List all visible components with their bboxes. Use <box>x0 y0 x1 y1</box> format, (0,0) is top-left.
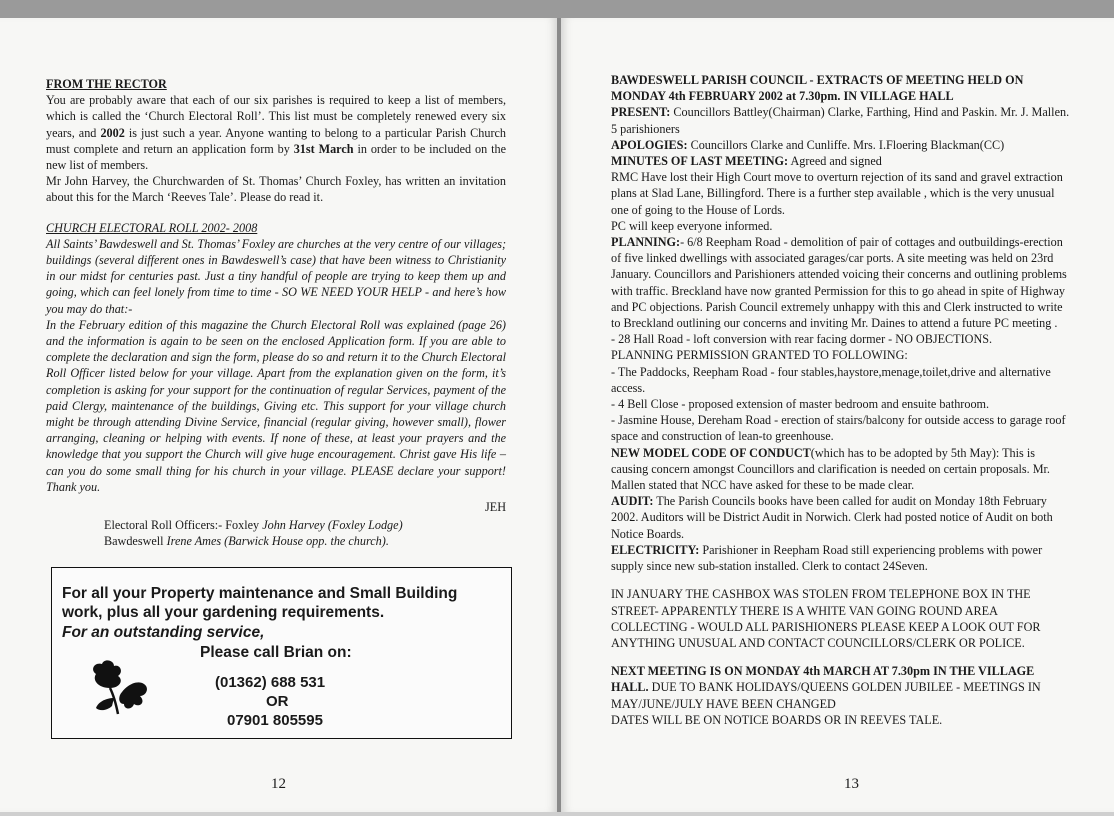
bell-close-line: - 4 Bell Close - proposed extension of master bedroom and ensuite bathroom. <box>611 397 990 412</box>
page-number-left: 12 <box>271 776 286 792</box>
present-line <box>611 104 1073 136</box>
minutes-label: MINUTES OF LAST MEETING: <box>611 154 789 169</box>
rector-p1-text-c: in order to be included on the new list of members. <box>46 141 506 173</box>
right-page <box>561 18 1114 812</box>
apologies-text: Councillors Clarke and Cunliffe. Mrs. I.Floering Blackman(CC) <box>687 137 1005 152</box>
pc-line: PC will keep everyone informed. <box>611 218 773 233</box>
council-heading: BAWDESWELL PARISH COUNCIL - EXTRACTS OF MEETING HELD ON MONDAY 4th FEBRUARY 2002 at 7.30pm. IN VILLAGE HALL <box>611 73 1024 104</box>
next-meeting-date: NEXT MEETING IS ON MONDAY 4th MARCH AT 7.30pm IN THE VILLAGE HALL. <box>611 664 1035 695</box>
oak-leaf-icon <box>88 658 150 716</box>
audit-paragraph <box>611 493 1073 542</box>
rector-paragraph-2: Mr John Harvey, the Churchwarden of St. Thomas’ Church Foxley, has written an invitation about this for the March ‘Reeves Tale’. Please do read it. <box>46 174 506 205</box>
conduct-label: NEW MODEL CODE OF CONDUCT <box>611 445 811 460</box>
planning-text: - 6/8 Reepham Road - demolition of pair of cottages and outbuildings-erection of five linked dwellings with associated garages/car ports. A site meeting was held on 23rd January. Councillors and Parishioners attended voicing their concerns and outlining problems with traffic. Breckland have now granted Permission for this to go ahead in spite of Highway and PC objections. Parish Council extremely unhappy with this and Clerk instructed to write to Breckland outlining our concerns and inviting Mr. Daines to attend a future PC meeting . <box>611 235 1067 331</box>
officers-label: Electoral Roll Officers:- <box>104 518 223 533</box>
electricity-text: Parishioner in Reepham Road still experiencing problems with power supply since new sub-station installed. Clerk to contact 24Seven. <box>611 542 1043 574</box>
minutes-text: Agreed and signed <box>788 154 882 169</box>
page-number-right: 13 <box>844 776 859 792</box>
conduct-text: (which has to be adopted by 5th May): This is causing concern amongst Councillors and clarification is needed on certain proposals. Mr. Mallen stated that NCC have asked for these to be made clear. <box>611 445 1050 493</box>
officer1-place: Foxley <box>225 518 260 533</box>
planning-paragraph <box>611 234 1073 331</box>
roll-paragraph-1: All Saints’ Bawdeswell and St. Thomas’ Foxley are churches at the very centre of our villages; buildings (several different ones in Bawdeswell’s case) that have been witness to Christianity in our midst for centuries past. Just a tiny handful of people are trying to keep them up and going, which can feel lonely from time to time - SO WE NEED YOUR HELP - and here’s how you may do that:- <box>46 236 506 316</box>
ad-phone-landline: (01362) 688 531 <box>215 674 326 691</box>
electricity-paragraph <box>611 542 1073 574</box>
rector-p1-deadline: 31st March <box>293 141 354 156</box>
rector-p1-text-b: is just such a year. Anyone wanting to belong to a particular Parish Church must complete and return an application form by <box>46 125 507 156</box>
advertisement-box <box>51 567 512 739</box>
planning-label: PLANNING: <box>611 235 681 250</box>
left-column <box>46 76 506 549</box>
right-column <box>611 72 1073 728</box>
audit-label: AUDIT: <box>611 494 654 509</box>
officer-row-bawdeswell <box>104 533 506 549</box>
roll-heading: CHURCH ELECTORAL ROLL 2002- 2008 <box>46 220 258 235</box>
present-text: Councillors Battley(Chairman) Clarke, Farthing, Hind and Paskin. Mr. J. Mallen. 5 parishioners <box>611 105 1070 136</box>
apologies-label: APOLOGIES: <box>611 137 688 152</box>
officer1-name: John Harvey (Foxley Lodge) <box>262 518 403 533</box>
signature: JEH <box>485 500 506 515</box>
next-meeting-notice <box>611 663 1073 712</box>
conduct-paragraph <box>611 445 1073 494</box>
granted-line: PLANNING PERMISSION GRANTED TO FOLLOWING: <box>611 348 908 363</box>
present-label: PRESENT: <box>611 105 671 120</box>
electricity-label: ELECTRICITY: <box>611 542 700 557</box>
rmc-paragraph: RMC Have lost their High Court move to overturn rejection of its sand and gravel extraction plans at Slad Lane, Billingford. There is a further step available , which is the very unusual one of going to the House of Lords. <box>611 170 1063 217</box>
rector-paragraph-1 <box>46 92 506 173</box>
left-page <box>0 18 557 812</box>
top-edge <box>0 0 1114 18</box>
apologies-line <box>611 137 1073 153</box>
ad-tagline: For an outstanding service, <box>62 624 265 641</box>
ad-call-prompt: Please call Brian on: <box>200 644 352 661</box>
rector-p1-year: 2002 <box>100 125 125 140</box>
ad-phone-mobile: 07901 805595 <box>227 712 323 729</box>
electoral-roll-officers <box>104 517 506 549</box>
paddocks-line: - The Paddocks, Reepham Road - four stables,haystore,menage,toilet,drive and alternative access. <box>611 364 1051 395</box>
officer-row-foxley <box>104 517 506 533</box>
hall-road-line: - 28 Hall Road - loft conversion with rear facing dormer - NO OBJECTIONS. <box>611 332 993 347</box>
jasmine-house-line: - Jasmine House, Dereham Road - erection of stairs/balcony for outside access to garage roof space and construction of lean-to greenhouse. <box>611 413 1066 444</box>
officer2-name: Irene Ames (Barwick House opp. the church). <box>166 534 389 549</box>
minutes-line <box>611 153 1073 169</box>
rector-p1-text-a: You are probably aware that each of our six parishes is required to keep a list of members, which is called the ‘Church Electoral Roll’. This list must be completely renewed every six years, and <box>46 93 506 140</box>
rector-heading: FROM THE RECTOR <box>46 77 167 91</box>
next-meeting-text: DUE TO BANK HOLIDAYS/QUEENS GOLDEN JUBILEE - MEETINGS IN MAY/JUNE/JULY HAVE BEEN CHANGED <box>611 680 1041 711</box>
ad-or: OR <box>266 693 289 710</box>
officer2-place: Bawdeswell <box>104 534 164 549</box>
cashbox-notice: IN JANUARY THE CASHBOX WAS STOLEN FROM TELEPHONE BOX IN THE STREET- APPARENTLY THERE IS A WHITE VAN GOING ROUND AREA COLLECTING - WOULD ALL PARISHIONERS PLEASE KEEP A LOOK OUT FOR ANYTHING UNUSUAL AND CONTACT COUNCILLORS/CLERK OR POLICE. <box>611 587 1041 650</box>
ad-headline: For all your Property maintenance and Small Building work, plus all your gardening requirements. <box>62 585 458 621</box>
audit-text: The Parish Councils books have been called for audit on Monday 18th February 2002. Auditors will be District Audit in Norwich. Clerk had posted notice of Audit on both Notice Boards. <box>611 494 1053 541</box>
notice-boards-line: DATES WILL BE ON NOTICE BOARDS OR IN REEVES TALE. <box>611 712 943 727</box>
roll-paragraph-2: In the February edition of this magazine the Church Electoral Roll was explained (page 26) and the information is again to be seen on the enclosed Application form. If you are able to complete the declaration and sign the form, please do so and return it to the Church Electoral Roll Officer listed below for your village. Apart from the explanation given on the form, it’s completion is asking for your support for the continuation of regular Services, payment of the paid Clergy, maintenance of the buildings, Giving etc. This support for your village church might be through attending Divine Service, financial (regular giving, however small), flower arranging, cleaning or helping with events. If none of these, at least your prayers and the knowledge that you support the Church will give huge encouragement. Christ gave His life – can you do some small thing for his church in your village. PLEASE declare your support! Thank you. <box>46 317 506 494</box>
